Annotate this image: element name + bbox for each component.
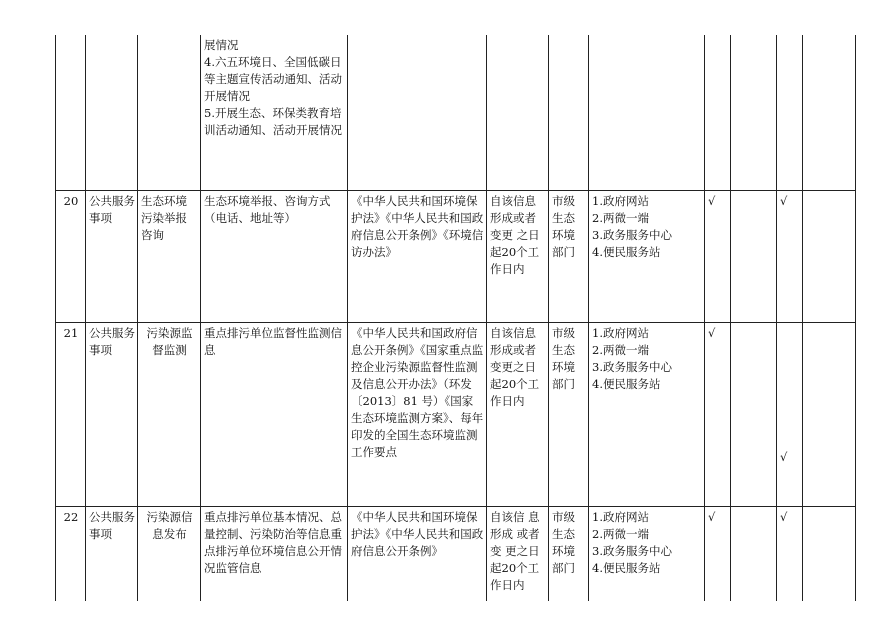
cell-basis: 《中华人民共和国政府信息公开条例》《国家重点监控企业污染源监督性监测及信息公开办法》（环发〔2013〕81 号）《国家生态环境监测方案》、每年印发的全国生态环境监测工作要点 xyxy=(348,322,487,506)
cell-mark-b xyxy=(731,35,777,190)
cell-subject xyxy=(549,35,589,190)
check-mark-a: √ xyxy=(705,322,731,506)
cell-content: 重点排污单位基本情况、总量控制、污染防治等信息重点排污单位环境信息公开情况监管信息 xyxy=(201,506,348,601)
cell-content: 重点排污单位监督性监测信息 xyxy=(201,322,348,506)
disclosure-table xyxy=(55,35,856,601)
cell-item: 污染源信息发布 xyxy=(138,506,201,601)
cell-no: 22 xyxy=(56,506,86,601)
table-row xyxy=(56,322,856,506)
cell-time-limit: 自该信 息形成 或者变 更之日起20个工作日内 xyxy=(487,506,549,601)
cell-basis: 《中华人民共和国环境保护法》《中华人民共和国政府信息公开条例》 xyxy=(348,506,487,601)
cell-content: 展情况 4.六五环境日、全国低碳日等主题宣传活动通知、活动开展情况 5.开展生态、环保类教育培训活动通知、活动开展情况 xyxy=(201,35,348,190)
cell-no xyxy=(56,35,86,190)
cell-mark-b xyxy=(731,190,777,322)
cell-time-limit: 自该信息形成或者变更之日起20个工作日内 xyxy=(487,322,549,506)
cell-content: 生态环境举报、咨询方式（电话、地址等） xyxy=(201,190,348,322)
cell-subject: 市级生态环境部门 xyxy=(549,506,589,601)
cell-mark-d xyxy=(803,506,856,601)
cell-item xyxy=(138,35,201,190)
cell-mark-b xyxy=(731,506,777,601)
cell-item: 污染源监督监测 xyxy=(138,322,201,506)
cell-subject: 市级生态环境部门 xyxy=(549,190,589,322)
cell-mark-d xyxy=(803,190,856,322)
table-row-continuation xyxy=(56,35,856,190)
cell-subject: 市级生态环境部门 xyxy=(549,322,589,506)
check-mark-a: √ xyxy=(705,190,731,322)
cell-channels: 1.政府网站 2.两微一端 3.政务服务中心 4.便民服务站 xyxy=(589,322,705,506)
cell-no: 20 xyxy=(56,190,86,322)
cell-time-limit xyxy=(487,35,549,190)
table-row xyxy=(56,506,856,601)
cell-no: 21 xyxy=(56,322,86,506)
cell-time-limit: 自该信息形成或者变更 之日起20个工作日内 xyxy=(487,190,549,322)
cell-category: 公共服务事项 xyxy=(86,190,138,322)
cell-category: 公共服务事项 xyxy=(86,506,138,601)
check-mark-a: √ xyxy=(705,506,731,601)
cell-item: 生态环境污染举报咨询 xyxy=(138,190,201,322)
cell-channels: 1.政府网站 2.两微一端 3.政务服务中心 4.便民服务站 xyxy=(589,190,705,322)
table-row xyxy=(56,190,856,322)
cell-mark-b xyxy=(731,322,777,506)
cell-channels xyxy=(589,35,705,190)
cell-channels: 1.政府网站 2.两微一端 3.政务服务中心 4.便民服务站 xyxy=(589,506,705,601)
cell-category xyxy=(86,35,138,190)
cell-mark-a xyxy=(705,35,731,190)
cell-category: 公共服务事项 xyxy=(86,322,138,506)
cell-basis: 《中华人民共和国环境保护法》《中华人民共和国政府信息公开条例》《环境信访办法》 xyxy=(348,190,487,322)
check-mark-c: √ xyxy=(777,190,803,322)
check-mark-c: √ xyxy=(777,322,803,506)
cell-mark-d xyxy=(803,35,856,190)
check-mark-c: √ xyxy=(777,506,803,601)
cell-mark-d xyxy=(803,322,856,506)
cell-mark-c xyxy=(777,35,803,190)
cell-basis xyxy=(348,35,487,190)
